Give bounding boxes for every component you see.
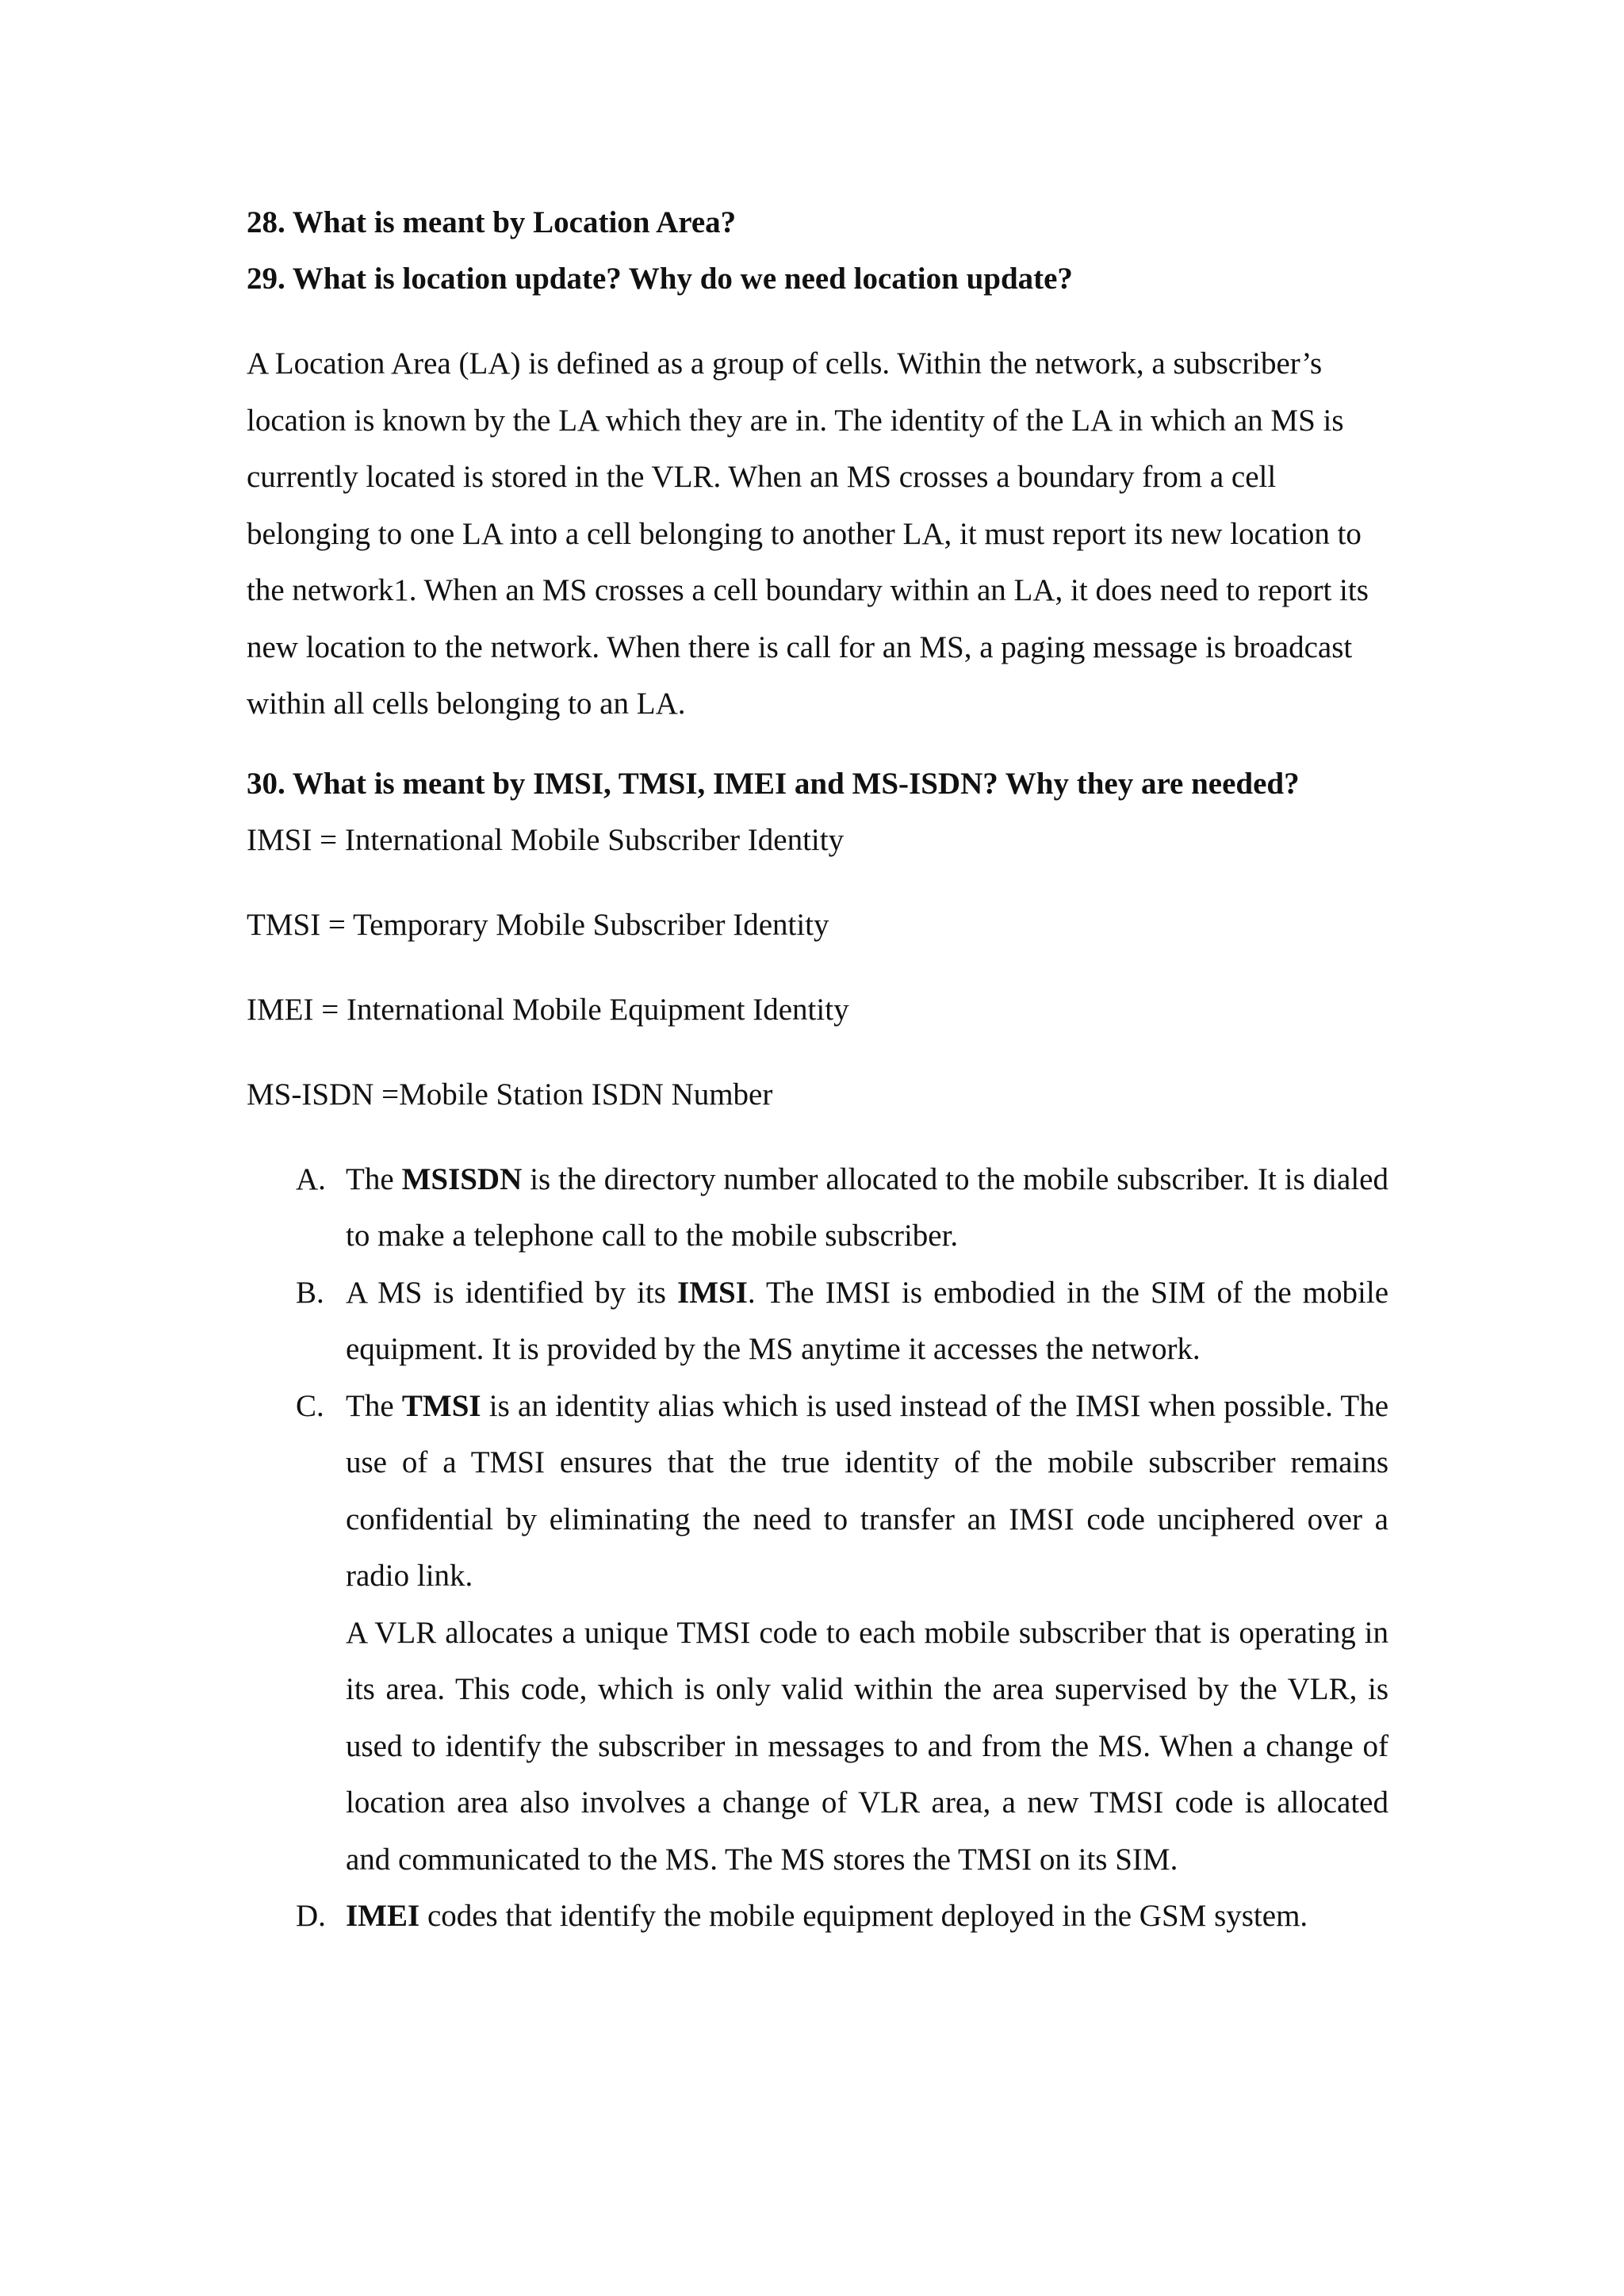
question-28-heading: 28. What is meant by Location Area? — [247, 205, 737, 239]
list-item-continuation: A VLR allocates a unique TMSI code to each mobile subscriber that is operating in its area. This code, which is only valid within the area supervised by the VLR, is used to identify the subscriber in messages to and from the MS. When a change of location area also involves a change of VLR area, a new TMSI code is allocated and communicated to the MS. The MS stores the TMSI on its SIM. — [346, 1615, 1388, 1877]
list-marker: D. — [296, 1899, 326, 1933]
list-marker: A. — [296, 1161, 326, 1196]
list-item-text: The — [346, 1388, 402, 1423]
question-30-heading: 30. What is meant by IMSI, TMSI, IMEI and MS-ISDN? Why they are needed? — [247, 766, 1300, 801]
list-item-text: The — [346, 1161, 402, 1196]
list-marker: C. — [296, 1388, 324, 1423]
list-item-term: IMSI — [677, 1275, 748, 1310]
list-item-msisdn — [247, 1151, 1388, 1265]
list-marker: B. — [296, 1275, 324, 1310]
identity-list — [247, 1151, 1388, 1945]
msisdn-definition: MS-ISDN =Mobile Station ISDN Number — [247, 1077, 773, 1112]
question-29-heading: 29. What is location update? Why do we need location update? — [247, 262, 1073, 296]
list-item-text: A MS is identified by its — [346, 1275, 678, 1310]
list-item-imsi — [247, 1265, 1388, 1378]
imei-definition: IMEI = International Mobile Equipment Identity — [247, 992, 849, 1027]
list-item-term: MSISDN — [401, 1161, 523, 1196]
list-item-term: IMEI — [346, 1899, 420, 1933]
list-item-paragraph — [346, 1378, 1388, 1605]
list-item-text: is the directory number allocated to the mobile subscriber. It is dialed to make a telephone call to the mobile subscriber. — [346, 1161, 1388, 1253]
tmsi-definition: TMSI = Temporary Mobile Subscriber Identity — [247, 907, 829, 942]
list-item-imei — [247, 1888, 1388, 1945]
list-item-text: is an identity alias which is used instead of the IMSI when possible. The use of a TMSI ensures that the true identity of the mobile subscriber remains confidential by eliminating the need to transfer an IMSI code unciphered over a radio link. — [346, 1388, 1388, 1593]
list-item-tmsi — [247, 1378, 1388, 1888]
list-item-term: TMSI — [401, 1388, 481, 1423]
imsi-definition: IMSI = International Mobile Subscriber Identity — [247, 822, 845, 857]
document-page — [247, 194, 1388, 1945]
location-area-answer: A Location Area (LA) is defined as a group of cells. Within the network, a subscriber’s location is known by the LA which they are in. The identity of the LA in which an MS is currently located is stored in the VLR. When an MS crosses a boundary from a cell belonging to one LA into a cell belonging to another LA, it must report its new location to the network1. When an MS crosses a cell boundary within an LA, it does need to report its new location to the network. When there is call for an MS, a paging message is broadcast within all cells belonging to an LA. — [247, 346, 1369, 721]
list-item-text: codes that identify the mobile equipment deployed in the GSM system. — [419, 1899, 1308, 1933]
list-item-text: . The IMSI is embodied in the SIM of the mobile equipment. It is provided by the MS anytime it accesses the network. — [346, 1275, 1389, 1366]
